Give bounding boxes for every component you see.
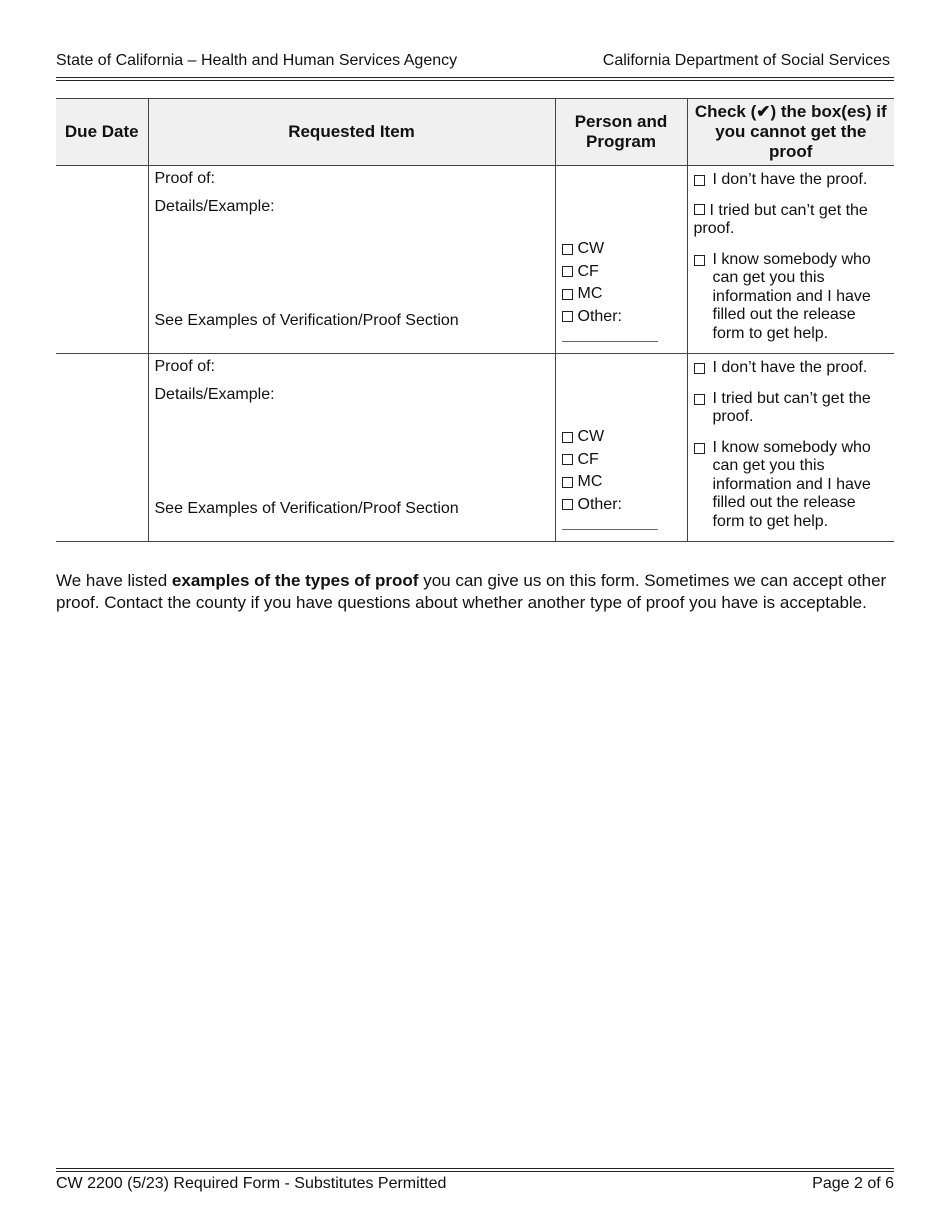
- other-program-field[interactable]: [562, 340, 658, 342]
- cannot-get-proof-cell: [687, 166, 894, 354]
- see-examples-note: See Examples of Verification/Proof Section: [154, 500, 459, 517]
- page-header: [56, 52, 890, 70]
- program-option-other[interactable]: Other:: [562, 306, 658, 329]
- checkbox[interactable]: [562, 432, 573, 443]
- cannot-get-proof-cell: [687, 354, 894, 542]
- table-header-row: [56, 99, 894, 166]
- requested-item-cell[interactable]: [148, 166, 555, 354]
- option-know-somebody[interactable]: I know somebody who can get you this information and I have filled out the release form to get help.: [694, 251, 889, 344]
- due-date-cell[interactable]: [56, 166, 148, 354]
- option-no-proof[interactable]: I don’t have the proof.: [694, 359, 889, 378]
- requested-item-cell[interactable]: [148, 354, 555, 542]
- table-row: [56, 354, 894, 542]
- table-row: [56, 166, 894, 354]
- program-option-cf[interactable]: CF: [562, 261, 658, 284]
- see-examples-note: See Examples of Verification/Proof Section: [154, 312, 459, 329]
- person-program-cell: [555, 354, 687, 542]
- checkbox[interactable]: [694, 175, 705, 186]
- checkbox[interactable]: [562, 266, 573, 277]
- checkbox[interactable]: [562, 244, 573, 255]
- program-option-cw[interactable]: CW: [562, 238, 658, 261]
- due-date-header: Due Date: [56, 99, 148, 166]
- proof-examples-notice: We have listed examples of the types of proof you can give us on this form. Sometimes we can accept other proof. Contact the county if you have questions about whether another type of proof you have is acceptable.: [56, 571, 887, 612]
- checkbox[interactable]: [562, 499, 573, 510]
- checkbox[interactable]: [694, 363, 705, 374]
- checkbox[interactable]: [694, 255, 705, 266]
- person-program-header: Person and Program: [555, 99, 687, 166]
- checkbox[interactable]: [694, 394, 705, 405]
- other-program-field[interactable]: [562, 528, 658, 530]
- checkbox[interactable]: [694, 443, 705, 454]
- checkbox[interactable]: [562, 311, 573, 322]
- checkbox[interactable]: [562, 289, 573, 300]
- form-id: CW 2200 (5/23) Required Form - Substitutes Permitted: [56, 1175, 447, 1192]
- option-know-somebody[interactable]: I know somebody who can get you this information and I have filled out the release form to get help.: [694, 439, 889, 532]
- requested-item-header: Requested Item: [148, 99, 555, 166]
- department-name: California Department of Social Services: [602, 52, 890, 69]
- program-option-mc[interactable]: MC: [562, 283, 658, 306]
- agency-name: State of California – Health and Human Services Agency: [56, 52, 458, 69]
- option-tried-cannot-get[interactable]: I tried but can’t get the proof.: [694, 390, 889, 427]
- footer-rule: [56, 1168, 894, 1172]
- verification-table: [56, 98, 894, 542]
- program-option-mc[interactable]: MC: [562, 471, 658, 494]
- notice-emphasis: examples of the types of proof: [171, 571, 419, 590]
- program-option-cf[interactable]: CF: [562, 449, 658, 472]
- details-label: Details/Example:: [154, 198, 275, 215]
- proof-of-label: Proof of:: [154, 170, 215, 187]
- program-option-other[interactable]: Other:: [562, 494, 658, 517]
- due-date-cell[interactable]: [56, 354, 148, 542]
- option-no-proof[interactable]: I don’t have the proof.: [694, 171, 889, 190]
- option-tried-cannot-get[interactable]: I tried but can’t get the proof.: [693, 201, 868, 237]
- checkbox[interactable]: [694, 204, 705, 215]
- page-number: Page 2 of 6: [812, 1175, 894, 1192]
- page-footer: [56, 1175, 894, 1193]
- details-label: Details/Example:: [154, 386, 275, 403]
- checkbox[interactable]: [562, 454, 573, 465]
- header-rule: [56, 77, 894, 81]
- proof-of-label: Proof of:: [154, 358, 215, 375]
- checkbox[interactable]: [562, 477, 573, 488]
- person-program-cell: [555, 166, 687, 354]
- program-option-cw[interactable]: CW: [562, 426, 658, 449]
- cannot-get-proof-header: Check (✔) the box(es) if you cannot get the proof: [687, 99, 894, 166]
